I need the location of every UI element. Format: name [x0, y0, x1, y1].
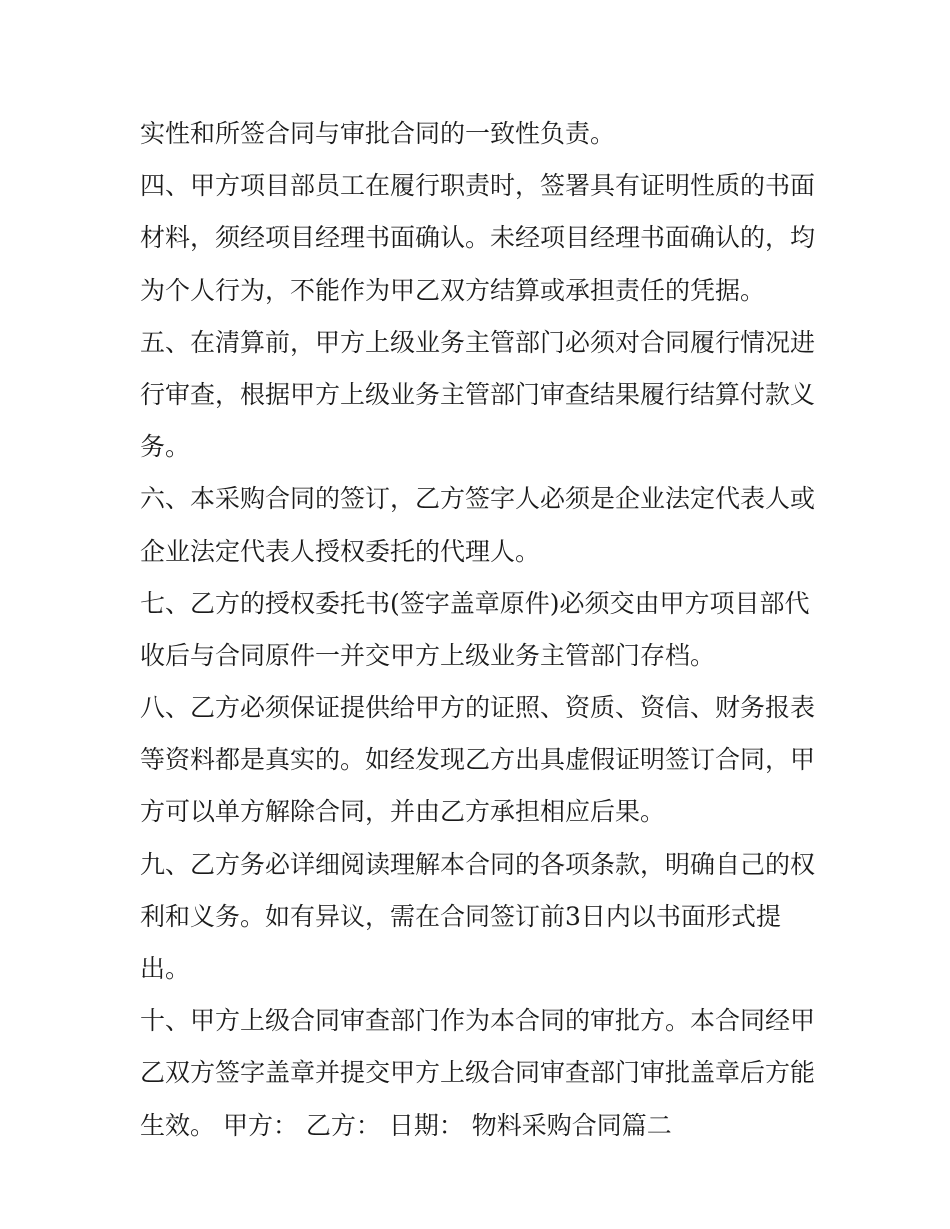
text-line: 九、乙方务必详细阅读理解本合同的各项条款，明确自己的权 [140, 849, 816, 879]
text-line: 生效。 甲方： 乙方： 日期： 物料采购合同篇二 [140, 1110, 672, 1140]
text-line: 四、甲方项目部员工在履行职责时，签署具有证明性质的书面 [140, 171, 816, 201]
text-line: 出。 [140, 954, 191, 983]
text-line: 五、在清算前，甲方上级业务主管部门必须对合同履行情况进 [140, 327, 816, 357]
text-line: 六、本采购合同的签订，乙方签字人必须是企业法定代表人或 [140, 484, 816, 514]
text-line: 方可以单方解除合同，并由乙方承担相应后果。 [140, 797, 666, 827]
text-line: 七、乙方的授权委托书(签字盖章原件)必须交由甲方项目部代 [140, 588, 810, 618]
text-line: 为个人行为，不能作为甲乙双方结算或承担责任的凭据。 [140, 275, 766, 305]
text-line: 行审查，根据甲方上级业务主管部门审查结果履行结算付款义 [140, 379, 816, 409]
text-line: 十、甲方上级合同审查部门作为本合同的审批方。本合同经甲 [140, 1006, 816, 1036]
text-line: 收后与合同原件一并交甲方上级业务主管部门存档。 [140, 640, 716, 670]
text-line: 务。 [140, 432, 191, 462]
text-line: 等资料都是真实的。如经发现乙方出具虚假证明签订合同，甲 [140, 745, 816, 775]
text-line: 实性和所签合同与审批合同的一致性负责。 [140, 119, 616, 148]
text-line: 八、乙方必须保证提供给甲方的证照、资质、资信、财务报表 [140, 693, 816, 723]
text-line: 利和义务。如有异议，需在合同签订前3日内以书面形式提 [140, 901, 781, 931]
contract-text [140, 108, 820, 1152]
text-line: 企业法定代表人授权委托的代理人。 [140, 536, 541, 566]
text-line: 材料，须经项目经理书面确认。未经项目经理书面确认的，均 [140, 223, 816, 253]
text-line: 乙双方签字盖章并提交甲方上级合同审查部门审批盖章后方能 [140, 1058, 816, 1088]
